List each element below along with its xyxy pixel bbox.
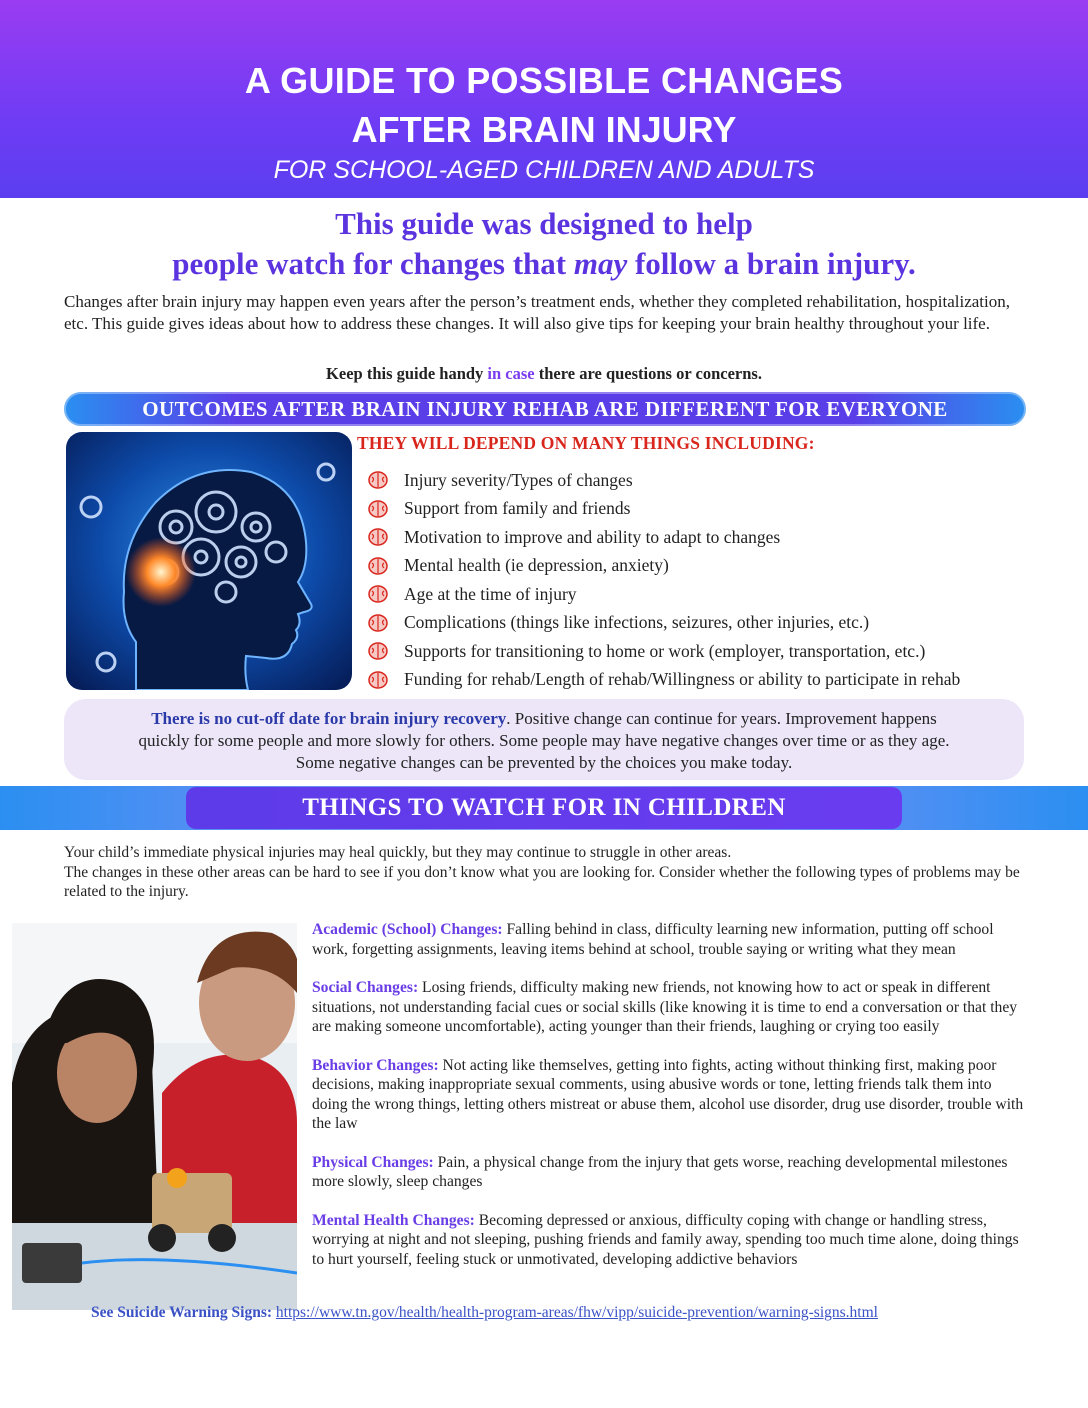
- brain-gears-image: [66, 432, 352, 690]
- note-line-1: [64, 708, 1024, 730]
- note-lead: There is no cut-off date for brain injury recovery: [151, 709, 507, 728]
- title-line-1: A GUIDE TO POSSIBLE CHANGES: [244, 60, 844, 101]
- list-item: [368, 580, 960, 609]
- intro-heading: [0, 204, 1088, 284]
- list-item: [368, 666, 960, 695]
- outcomes-section-bar: OUTCOMES AFTER BRAIN INJURY REHAB ARE DIFFERENT FOR EVERYONE: [64, 392, 1026, 426]
- list-item: [312, 920, 1027, 959]
- list-item-text: Mental health (ie depression, anxiety): [404, 555, 669, 576]
- children-changes-list: [312, 920, 1027, 1288]
- change-text: Pain, a physical change from the injury that gets worse, reaching developmental milestones more slowly, sleep changes: [312, 1153, 1008, 1190]
- brain-bullet-icon: [368, 500, 388, 518]
- brain-bullet-icon: [368, 671, 388, 689]
- recovery-note: [64, 699, 1024, 780]
- brain-bullet-icon: [368, 471, 388, 489]
- change-label: Behavior Changes:: [312, 1056, 439, 1074]
- note-line-3: Some negative changes can be prevented by the choices you make today.: [295, 753, 793, 772]
- intro-body: Changes after brain injury may happen even years after the person’s treatment ends, whether they completed rehabilitation, hospitalization, etc. This guide gives ideas about how to address these changes. It will also give tips for keeping your brain healthy throughout your life.: [64, 292, 1011, 333]
- keep-part-b: there are questions or concerns.: [534, 364, 762, 383]
- change-label: Social Changes:: [312, 979, 419, 996]
- brain-bullet-icon: [368, 585, 388, 603]
- suicide-warning-line: [91, 1304, 878, 1322]
- list-item-text: Complications (things like infections, seizures, other injuries, etc.): [404, 612, 870, 633]
- change-text: Falling behind in class, difficulty learning new information, putting off school work, forgetting assignments, leaving items behind at school, trouble saying or writing what they mean: [312, 921, 994, 958]
- intro-heading-line-2: [0, 244, 1088, 284]
- list-item: [312, 1056, 1027, 1134]
- list-item: [368, 609, 960, 638]
- suicide-warning-link[interactable]: https://www.tn.gov/health/health-program-areas/fhw/vipp/suicide-prevention/warning-signs.html: [275, 1304, 878, 1321]
- list-item: [368, 495, 960, 524]
- brain-bullet-icon: [368, 614, 388, 632]
- change-label: Academic (School) Changes:: [312, 921, 503, 938]
- list-item: [368, 466, 960, 495]
- list-item-text: Supports for transitioning to home or work (employer, transportation, etc.): [404, 640, 926, 661]
- list-item-text: Age at the time of injury: [404, 583, 577, 604]
- depend-heading: THEY WILL DEPEND ON MANY THINGS INCLUDING:: [357, 433, 815, 453]
- keep-guide-note: [0, 364, 1088, 384]
- list-item: [368, 637, 960, 666]
- children-intro-line-2: The changes in these other areas can be hard to see if you don’t know what you are looking for. Consider whether the following types of problems may be related to the injury.: [64, 863, 1020, 900]
- list-item-text: Support from family and friends: [404, 498, 631, 519]
- list-item: [368, 552, 960, 581]
- children-intro: [64, 843, 1039, 902]
- header-banner: [0, 0, 1088, 198]
- keep-highlight: in case: [487, 364, 535, 383]
- title-line-2: AFTER BRAIN INJURY: [351, 109, 737, 150]
- list-item: [368, 523, 960, 552]
- brain-bullet-icon: [368, 642, 388, 660]
- change-text: Losing friends, difficulty making new friends, not knowing how to act or speak in different situations, not understanding facial cues or social skills (like knowing it is time to end a conversation or that they are making someone uncomfortable), acting younger than their friends, laughing or crying too easily: [312, 979, 1018, 1035]
- subtitle: FOR SCHOOL-AGED CHILDREN AND ADULTS: [273, 156, 815, 184]
- list-item-text: Funding for rehab/Length of rehab/Willingness or ability to participate in rehab: [404, 669, 961, 690]
- children-robotics-photo: [12, 923, 297, 1310]
- outcome-factors-list: [368, 466, 960, 694]
- change-label: Mental Health Changes:: [312, 1211, 475, 1229]
- intro-heading-line-1: This guide was designed to help: [335, 206, 753, 241]
- change-label: Physical Changes:: [312, 1153, 434, 1171]
- children-section-bar: THINGS TO WATCH FOR IN CHILDREN: [186, 787, 902, 829]
- list-item: [312, 1211, 1027, 1270]
- suicide-label: See Suicide Warning Signs:: [91, 1304, 273, 1321]
- change-text: Becoming depressed or anxious, difficulty coping with change or handling stress, worrying at night and not sleeping, pushing friends and family away, spending too much time alone, doing things to hurt yourself, feeling stuck or unmotivated, developing addictive behaviors: [312, 1211, 1019, 1268]
- brain-bullet-icon: [368, 557, 388, 575]
- list-item: [312, 1153, 1027, 1192]
- brain-bullet-icon: [368, 528, 388, 546]
- intro-heading-part-b: follow a brain injury.: [627, 246, 916, 281]
- list-item-text: Motivation to improve and ability to adapt to changes: [404, 526, 781, 547]
- intro-heading-part-a: people watch for changes that: [172, 246, 574, 281]
- list-item: [312, 978, 1027, 1037]
- note-line-2: quickly for some people and more slowly for others. Some people may have negative changes over time or as they age.: [138, 731, 950, 750]
- change-text: Not acting like themselves, getting into fights, acting without thinking first, making poor decisions, making inappropriate sexual comments, using abusive words or tone, letting friends talk them into doing the wrong things, letting others mistreat or abuse them, alcohol use disorder, drug use disorder, trouble with the law: [312, 1056, 1024, 1132]
- children-intro-line-1: Your child’s immediate physical injuries may heal quickly, but they may continue to struggle in other areas.: [64, 844, 732, 861]
- list-item-text: Injury severity/Types of changes: [404, 469, 633, 490]
- note-rest: . Positive change can continue for years. Improvement happens: [506, 709, 937, 728]
- keep-part-a: Keep this guide handy: [326, 364, 488, 383]
- intro-heading-emphasis: may: [573, 246, 628, 281]
